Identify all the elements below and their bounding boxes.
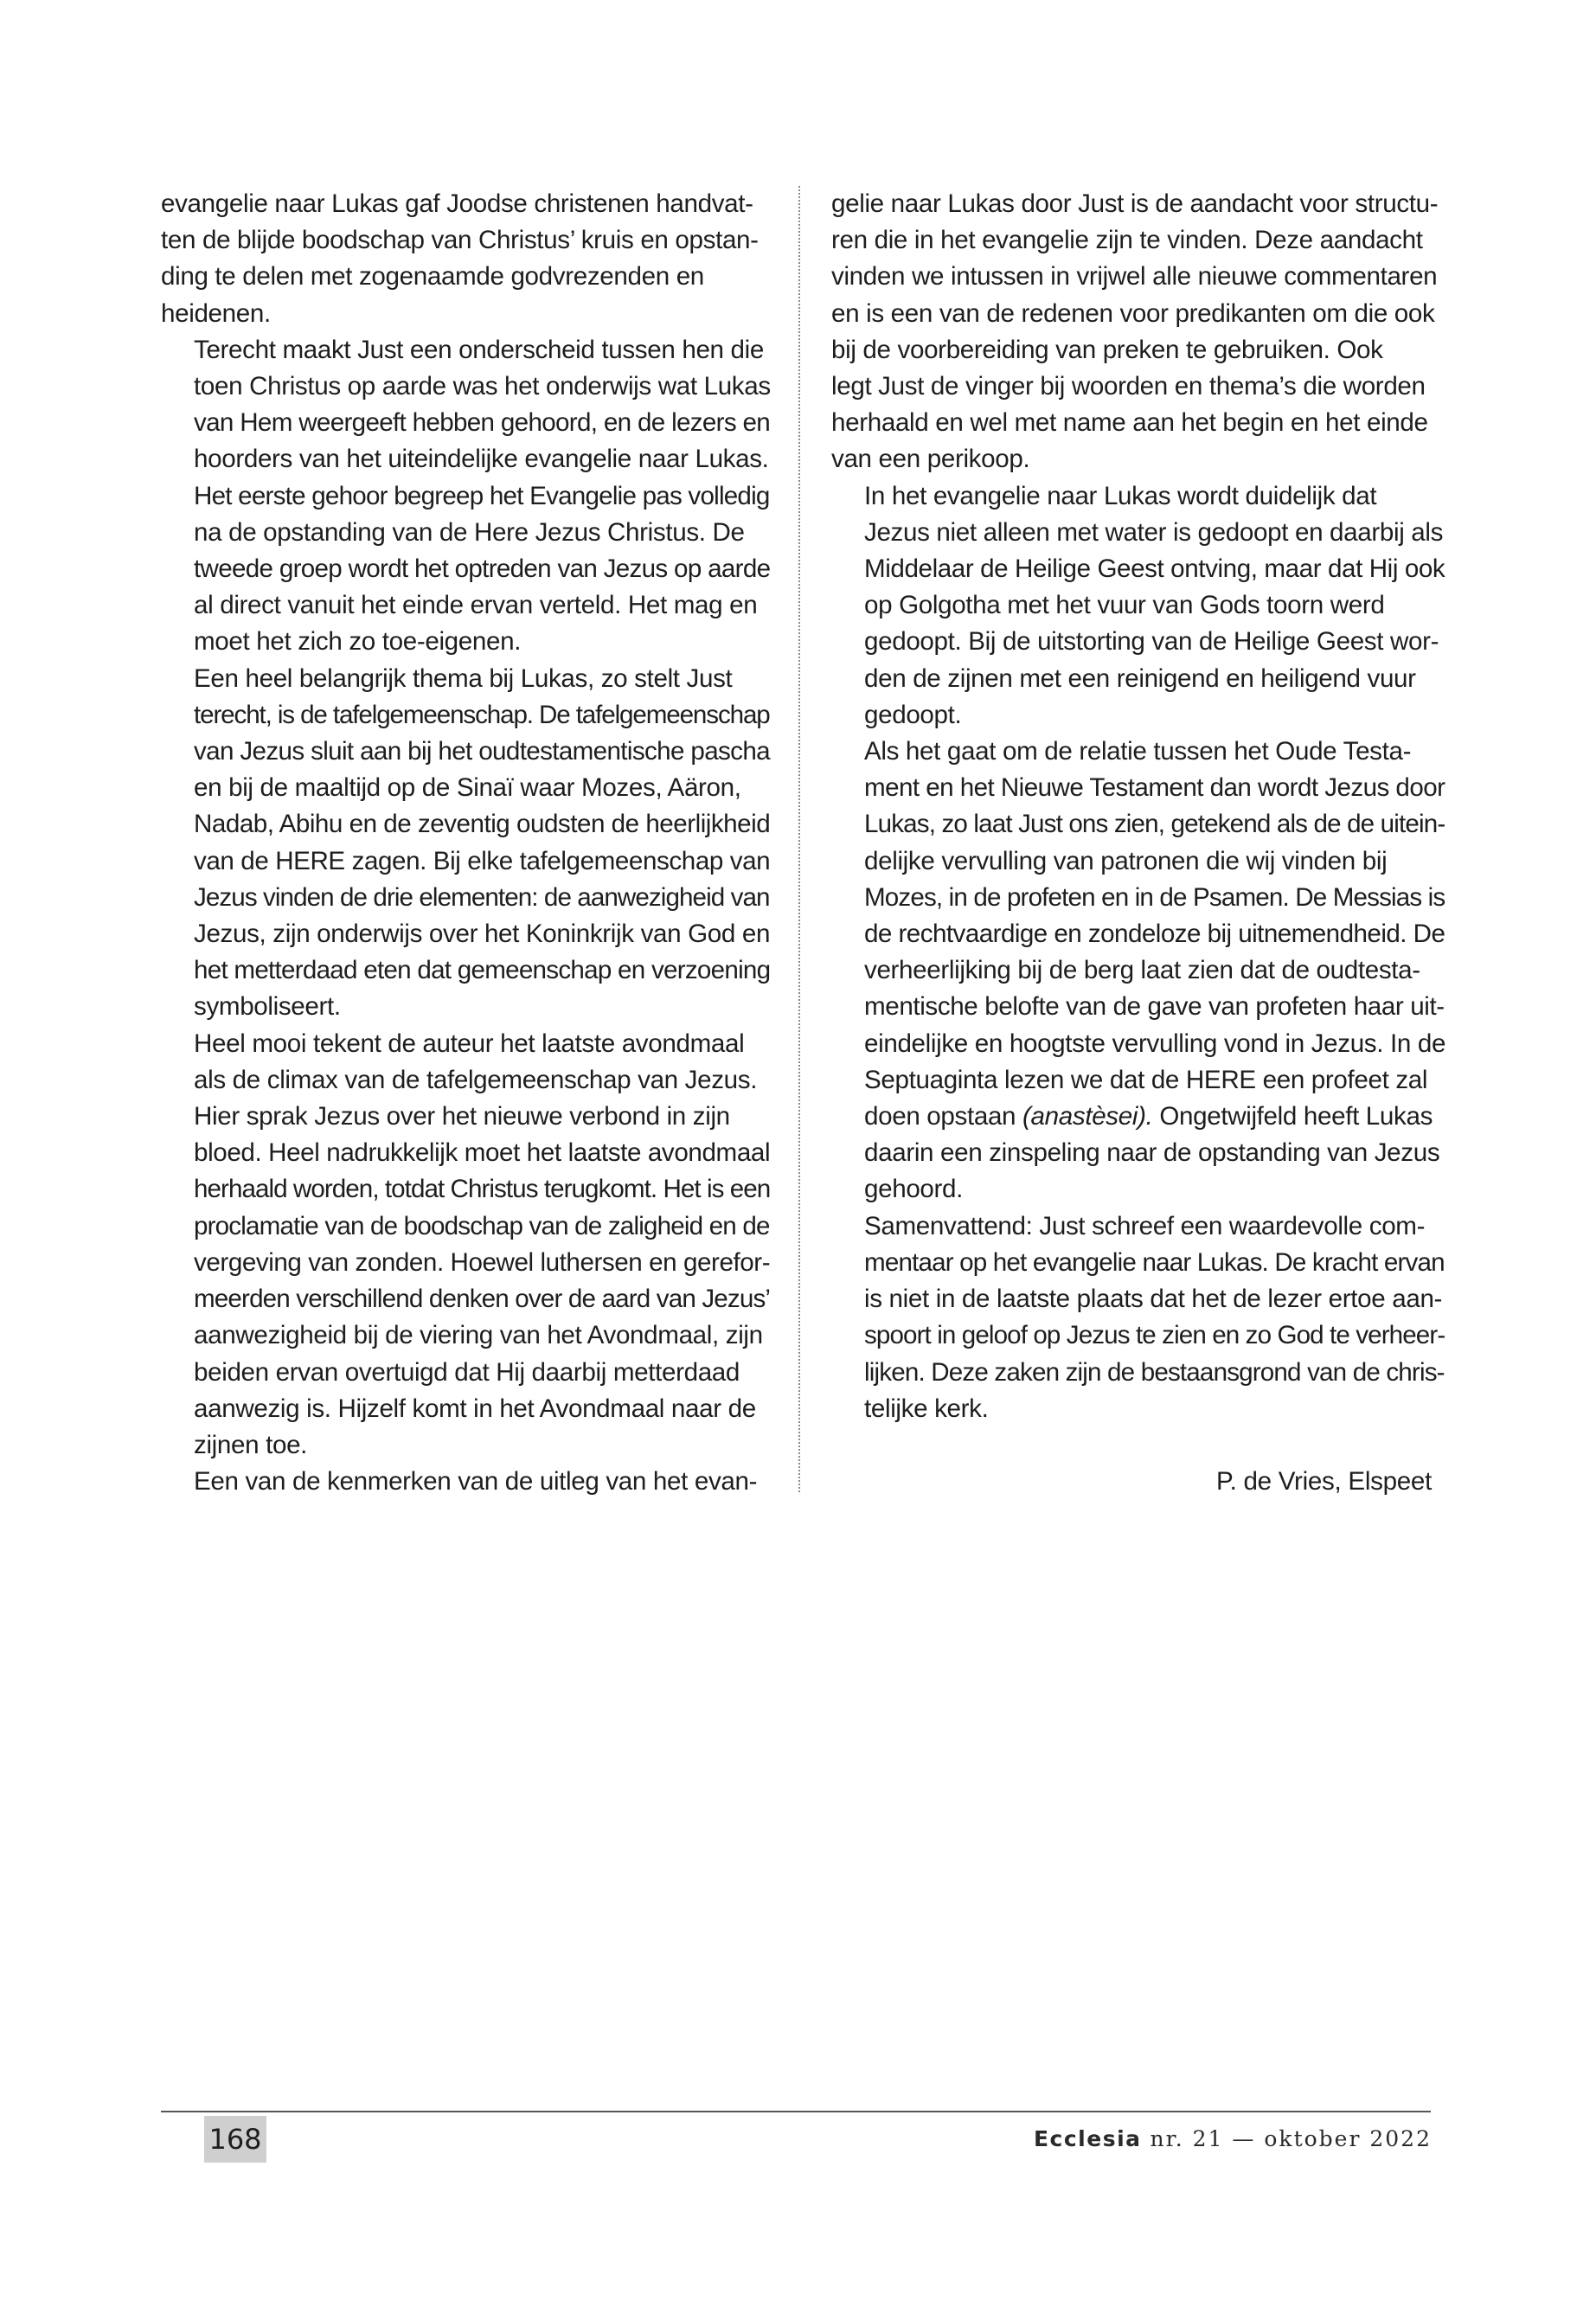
- text-line: gedoopt. Bij de uitstorting van de Heilige Geest wor-: [864, 627, 1439, 657]
- text-line: mentaar op het evangelie naar Lukas. De kracht ervan: [864, 1247, 1445, 1277]
- greek-term-italic: (anastèsei).: [1022, 1102, 1153, 1131]
- text-line: van Jezus sluit aan bij het oudtestamentische pascha: [194, 737, 770, 766]
- text-line: aanwezig is. Hijzelf komt in het Avondmaal naar de: [194, 1394, 756, 1423]
- text-fragment: doen opstaan: [864, 1102, 1023, 1131]
- text-line: Als het gaat om de relatie tussen het Oude Testa-: [864, 737, 1412, 766]
- text-line: verheerlijking bij de berg laat zien dat de oudtesta-: [864, 956, 1420, 985]
- page-number: 168: [204, 2116, 266, 2163]
- text-line: legt Just de vinger bij woorden en thema’s die worden: [831, 372, 1426, 401]
- text-line: van Hem weergeeft hebben gehoord, en de lezers en: [194, 408, 771, 438]
- text-line: Het eerste gehoor begreep het Evangelie pas volledig: [194, 481, 770, 510]
- text-line: vergeving van zonden. Hoewel luthersen en gerefor-: [194, 1247, 771, 1277]
- text-line: meerden verschillend denken over de aard van Jezus’: [194, 1285, 771, 1314]
- text-line: proclamatie van de boodschap van de zaligheid en de: [194, 1211, 770, 1240]
- text-line: spoort in geloof op Jezus te zien en zo God te verheer-: [864, 1321, 1445, 1350]
- text-line: herhaald en wel met name aan het begin en het einde: [831, 408, 1428, 438]
- text-line: In het evangelie naar Lukas wordt duidelijk dat: [864, 481, 1377, 510]
- text-line: aanwezigheid bij de viering van het Avondmaal, zijn: [194, 1321, 763, 1350]
- text-line: Heel mooi tekent de auteur het laatste avondmaal: [194, 1029, 745, 1058]
- text-line: zijnen toe.: [194, 1430, 308, 1459]
- author-signature: P. de Vries, Elspeet: [1216, 1467, 1432, 1496]
- text-line: bij de voorbereiding van preken te gebruiken. Ook: [831, 335, 1383, 364]
- text-line: Jezus niet alleen met water is gedoopt en daarbij als: [864, 517, 1444, 547]
- text-line: Een van de kenmerken van de uitleg van het evan-: [194, 1467, 758, 1497]
- text-line: symboliseert.: [194, 992, 341, 1022]
- paragraph: [161, 1464, 771, 1500]
- text-line-with-italic: [831, 1099, 1445, 1135]
- text-line: terecht, is de tafelgemeenschap. De tafelgemeenschap: [194, 700, 770, 729]
- text-line: Jezus, zijn onderwijs over het Koninkrijk van God en: [194, 920, 771, 949]
- text-line: heidenen.: [161, 298, 271, 328]
- text-line: moet het zich zo toe-eigenen.: [194, 627, 522, 657]
- paragraph: [831, 734, 1445, 1208]
- text-line: ren die in het evangelie zijn te vinden. Deze aandacht: [831, 226, 1423, 255]
- text-line: daarin een zinspeling naar de opstanding van Jezus: [864, 1138, 1440, 1168]
- text-line: het metterdaad eten dat gemeenschap en verzoening: [194, 956, 771, 985]
- text-line: al direct vanuit het einde ervan verteld. Het mag en: [194, 591, 758, 620]
- paragraph: [161, 1026, 771, 1464]
- text-line: ten de blijde boodschap van Christus’ kruis en opstan-: [161, 226, 759, 255]
- text-line: bloed. Heel nadrukkelijk moet het laatste avondmaal: [194, 1138, 771, 1168]
- text-line: Nadab, Abihu en de zeventig oudsten de heerlijkheid: [194, 810, 771, 839]
- column-divider: [798, 186, 800, 1492]
- text-line: tweede groep wordt het optreden van Jezus op aarde: [194, 554, 771, 584]
- paragraph: [161, 661, 771, 1026]
- text-line: Mozes, in de profeten en in de Psamen. De Messias is: [864, 882, 1445, 912]
- text-line: gedoopt.: [864, 700, 962, 729]
- paragraph: [161, 332, 771, 661]
- text-line: beiden ervan overtuigd dat Hij daarbij metterdaad: [194, 1357, 740, 1387]
- text-line: de rechtvaardige en zondeloze bij uitnemendheid. De: [864, 920, 1445, 949]
- text-line: en bij de maaltijd op de Sinaï waar Mozes, Aäron,: [194, 773, 741, 803]
- text-line: vinden we intussen in vrijwel alle nieuwe commentaren: [831, 262, 1438, 292]
- text-line: ment en het Nieuwe Testament dan wordt Jezus door: [864, 773, 1445, 803]
- text-line: mentische belofte van de gave van profeten haar uit-: [864, 992, 1445, 1022]
- issue-info: nr. 21 — oktober 2022: [1150, 2126, 1432, 2151]
- text-line: Jezus vinden de drie elementen: de aanwezigheid van: [194, 882, 770, 912]
- text-line: Lukas, zo laat Just ons zien, getekend als de de uitein-: [864, 810, 1445, 839]
- text-line: Terecht maakt Just een onderscheid tussen hen die: [194, 335, 764, 364]
- text-line: herhaald worden, totdat Christus terugkomt. Het is een: [194, 1175, 771, 1204]
- text-line: evangelie naar Lukas gaf Joodse christenen handvat-: [161, 189, 753, 218]
- text-line: toen Christus op aarde was het onderwijs wat Lukas: [194, 372, 771, 401]
- paragraph: [831, 1208, 1445, 1427]
- text-line: Samenvattend: Just schreef een waardevolle com-: [864, 1211, 1426, 1240]
- text-line: van een perikoop.: [831, 445, 1030, 474]
- footer-rule: [161, 2111, 1431, 2112]
- text-fragment: Ongetwijfeld heeft Lukas: [1152, 1102, 1433, 1131]
- right-column: [831, 186, 1445, 1427]
- text-line: ding te delen met zogenaamde godvrezenden en: [161, 262, 704, 292]
- paragraph: [831, 478, 1445, 734]
- paragraph: [831, 186, 1445, 478]
- text-line: op Golgotha met het vuur van Gods toorn werd: [864, 591, 1385, 620]
- text-line: gehoord.: [864, 1175, 964, 1204]
- text-line: is niet in de laatste plaats dat het de lezer ertoe aan-: [864, 1285, 1443, 1314]
- text-line: hoorders van het uiteindelijke evangelie naar Lukas.: [194, 445, 769, 474]
- left-column: [161, 186, 771, 1500]
- text-line: Middelaar de Heilige Geest ontving, maar dat Hij ook: [864, 554, 1445, 584]
- text-line: eindelijke en hoogtste vervulling vond in Jezus. In de: [864, 1029, 1446, 1058]
- text-line: den de zijnen met een reinigend en heiligend vuur: [864, 663, 1416, 693]
- text-line: Een heel belangrijk thema bij Lukas, zo stelt Just: [194, 663, 733, 693]
- text-line: en is een van de redenen voor predikanten om die ook: [831, 298, 1435, 328]
- journal-footer: [1034, 2121, 1432, 2157]
- text-line: van de HERE zagen. Bij elke tafelgemeenschap van: [194, 846, 771, 875]
- text-line: Hier sprak Jezus over het nieuwe verbond in zijn: [194, 1102, 730, 1131]
- text-line: lijken. Deze zaken zijn de bestaansgrond van de chris-: [864, 1357, 1445, 1387]
- text-line: delijke vervulling van patronen die wij vinden bij: [864, 846, 1388, 875]
- text-line: als de climax van de tafelgemeenschap van Jezus.: [194, 1065, 758, 1094]
- text-line: telijke kerk.: [864, 1394, 989, 1423]
- text-line: Septuaginta lezen we dat de HERE een profeet zal: [864, 1065, 1428, 1094]
- text-line: gelie naar Lukas door Just is de aandacht voor structu-: [831, 189, 1439, 218]
- paragraph: [161, 186, 771, 332]
- journal-name: Ecclesia: [1033, 2126, 1142, 2151]
- text-line: na de opstanding van de Here Jezus Christus. De: [194, 517, 745, 547]
